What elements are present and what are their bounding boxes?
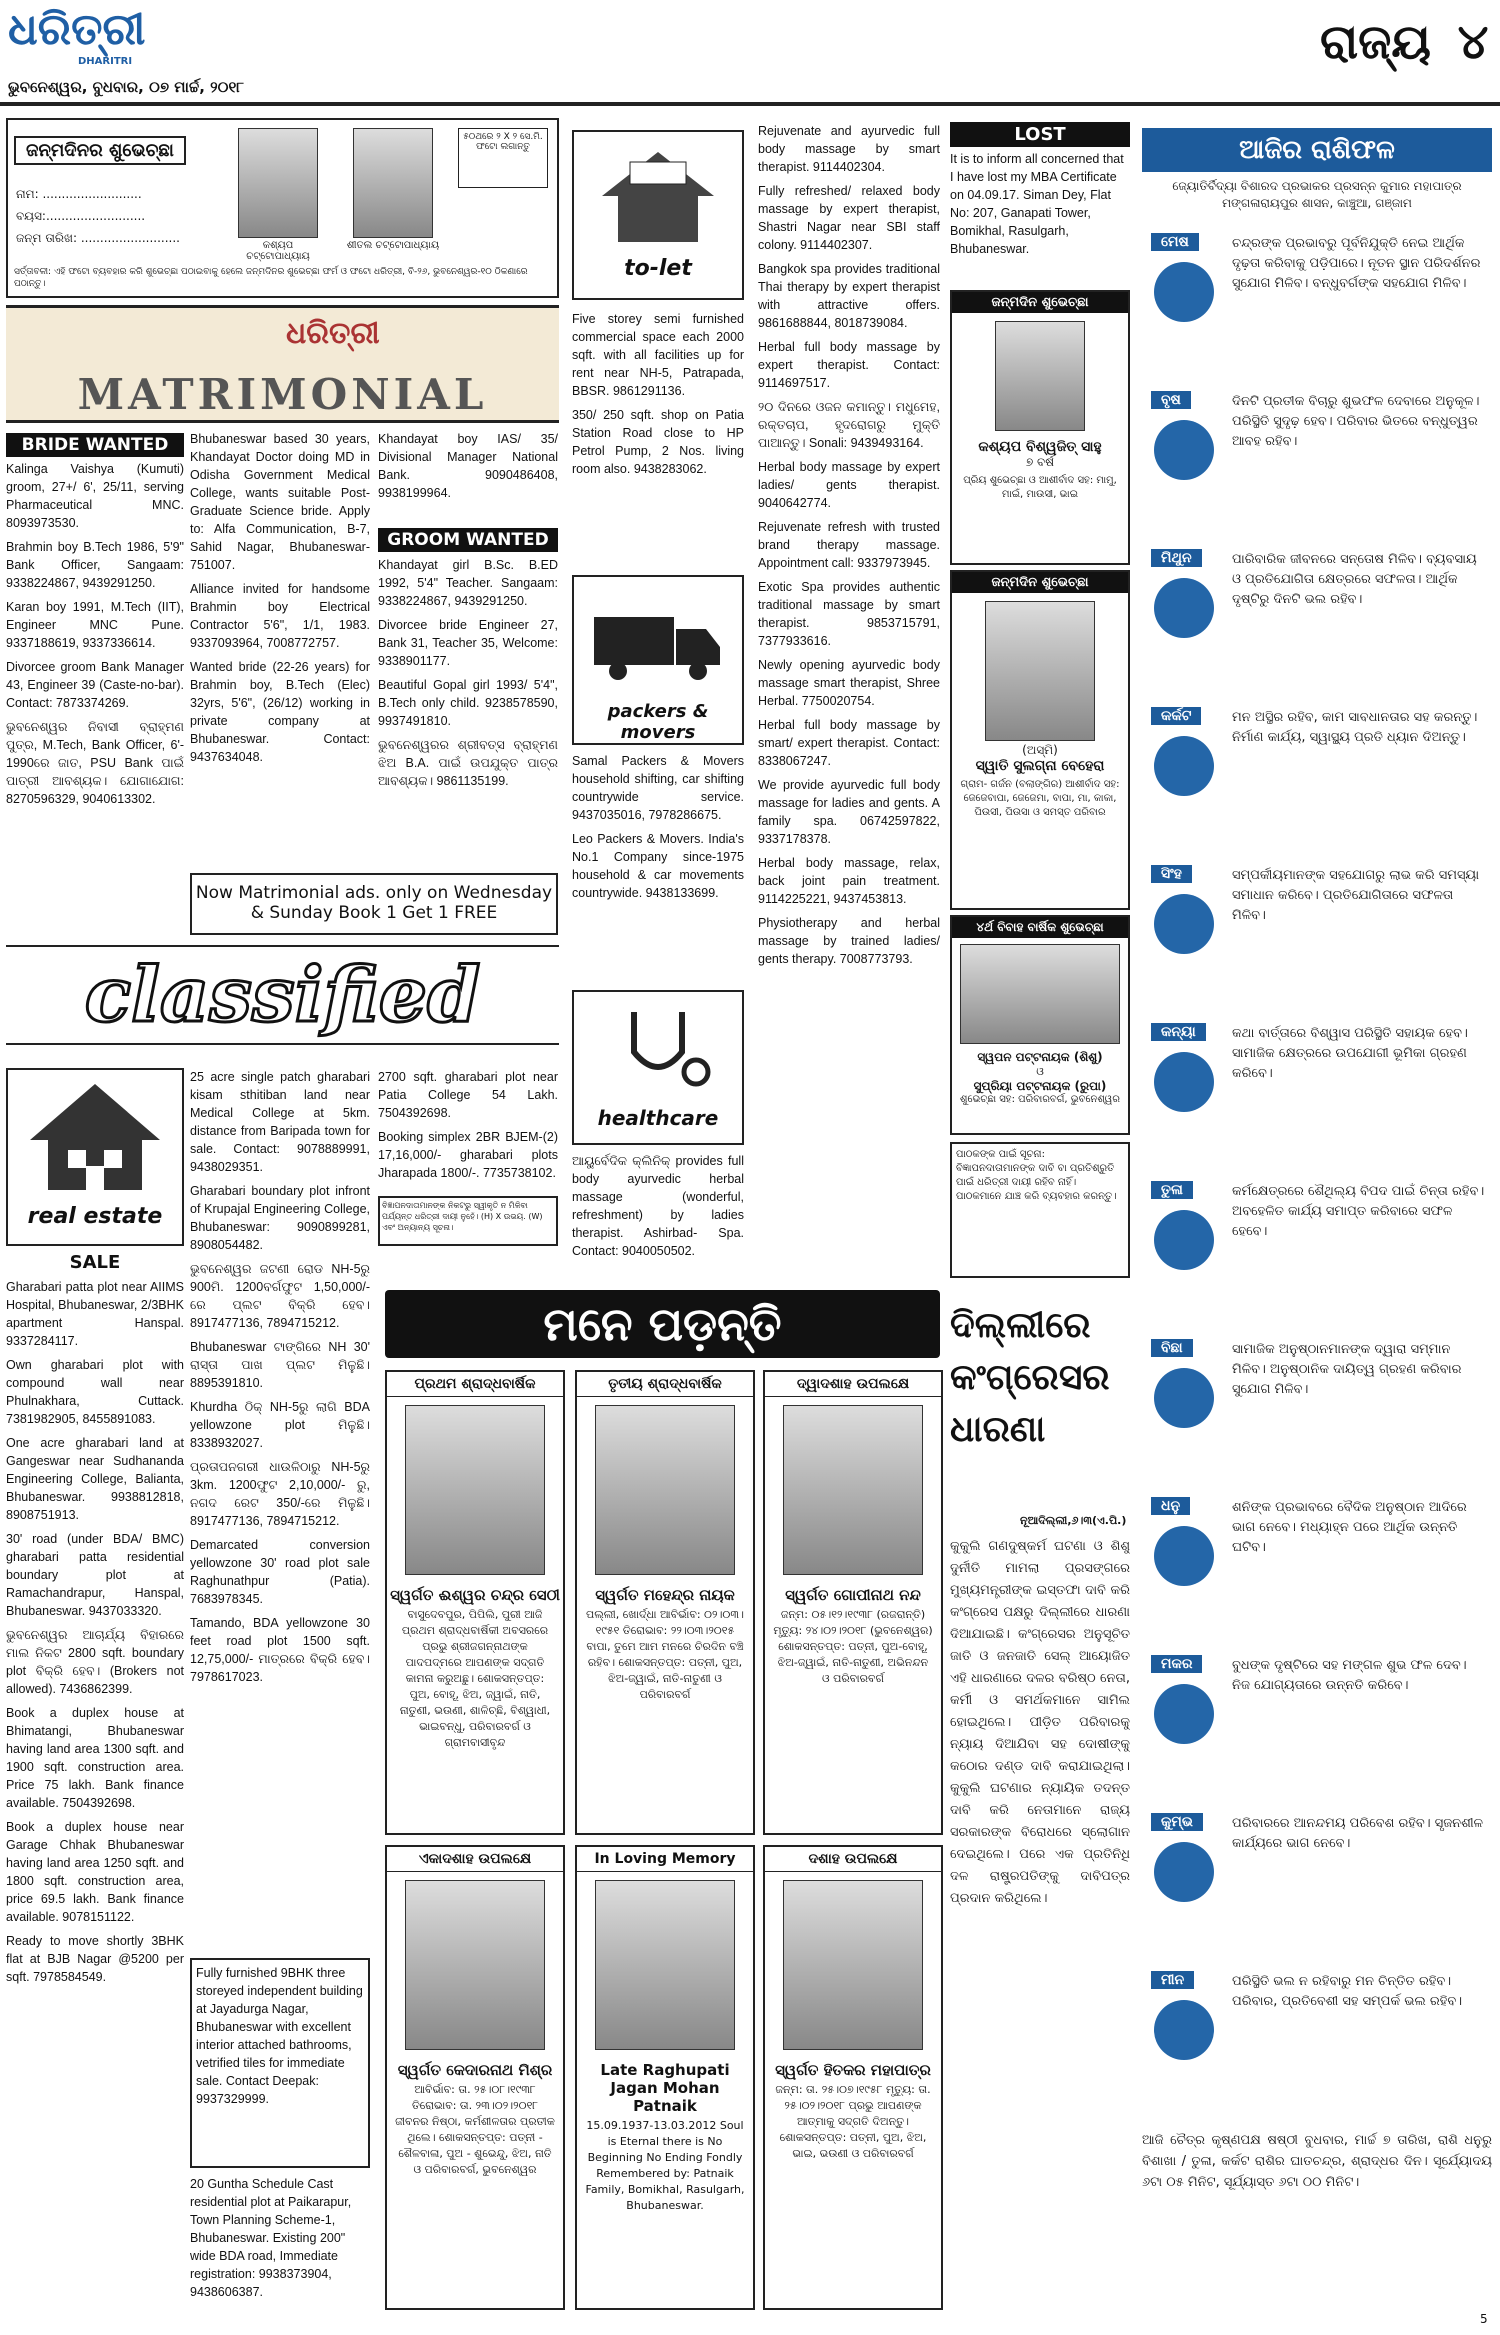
anniversary-name-1: ସ୍ୱପନ ପଟ୍ଟନାୟକ (ଶିଶୁ) — [977, 1050, 1103, 1064]
zodiac-icon — [1154, 1684, 1214, 1744]
rashi-row — [1140, 228, 1492, 384]
rashi-row — [1140, 1966, 1492, 2122]
rashifal-subtitle: ଜ୍ୟୋତିର୍ବିଦ୍ୟା ବିଶାରଦ ପ୍ରଭାକର ପ୍ରସନ୍ନ କୁମାର ମହାପାତ୍ର ମଙ୍ଗଳାରାୟପୁର ଶାସନ, କାଞ୍ଚୁଆ, ଗଞ୍ଜାମ — [1172, 179, 1462, 210]
rashi-text: ପରିସ୍ଥିତି ଭଲ ନ ରହିବାରୁ ମନ ଚିନ୍ତିତ ରହିବ। ପରିବାର, ପ୍ରତିବେଶୀ ସହ ସମ୍ପର୍କ ଭଲ ରହିବ। — [1232, 1974, 1463, 2009]
classified-ad: Khurdha ଠିକ୍ NH-5ରୁ ଲାଗି BDA yellowzone plot ମିଳୁଛି। 8338932027. — [190, 1400, 370, 1450]
memorial-photo — [783, 1880, 923, 2050]
memorial-name: ସ୍ୱର୍ଗତ ମହେନ୍ଦ୍ର ନାୟକ — [595, 1586, 735, 1604]
stethoscope-icon — [574, 992, 742, 1102]
classified-banner-text: classified — [84, 950, 481, 1039]
news-headline: ଦିଲ୍ଲୀରେ କଂଗ୍ରେସର ଧାରଣା — [950, 1305, 1110, 1450]
classified-ad: 350/ 250 sqft. shop on Patia Station Road close to HP Petrol Pump, 2 Nos. living room also. 9438283062. — [572, 408, 744, 476]
zodiac-icon — [1154, 1526, 1214, 1586]
matrimonial-banner-logo: ଧରିତ୍ରୀ — [286, 316, 380, 351]
rashi-name: କନ୍ୟା — [1150, 1022, 1207, 1042]
anniversary-text: ଶୁଭେଚ୍ଛା ସହ: ପରିବାରବର୍ଗ, ଭୁବନେଶ୍ୱର — [960, 1094, 1120, 1105]
tolet-label: to-let — [624, 256, 692, 281]
birthday-form — [6, 118, 559, 298]
classified-ad: Book a duplex house near Garage Chhak Bhubaneswar having land area 1250 sqft. and 1800 sqft. construction area, price 69.5 lakh. Bank finance available. 9078151122. — [6, 1820, 184, 1924]
form-photo-size: ୫୦ଥରେ ୨ X ୨ ସେ.ମି. ଫଟୋ ଲଗାନ୍ତୁ — [458, 128, 548, 188]
rashi-text: ସାମାଜିକ ଅନୁଷ୍ଠାନମାନଙ୍କ ଦ୍ୱାରା ସମ୍ମାନ ମିଳିବ। ଅନୁଷ୍ଠାନିକ ଦାୟିତ୍ୱ ଗ୍ରହଣ କରିବାର ସୁଯୋଗ ମିଳିବ। — [1232, 1342, 1462, 1397]
packers-label: packers & movers — [607, 701, 709, 743]
tolet-house-icon — [574, 132, 742, 252]
memorial-card-head: ଦଶାହ ଉପଲକ୍ଷେ — [765, 1847, 941, 1872]
matrimonial-col-2 — [190, 430, 370, 880]
matrimonial-col-3b — [378, 556, 558, 876]
rashi-text: ଚନ୍ଦ୍ରଙ୍କ ପ୍ରଭାବରୁ ପୂର୍ବନିଯୁକ୍ତି ନେଇ ଆର୍ଥିକ ଦୃଢ଼ତା କରିବାକୁ ପଡ଼ିପାରେ। ନୂତନ ସ୍ଥାନ ପରିଦର୍ଶନର ସୁଯୋଗ ମିଳିବ। ବନ୍ଧୁବର୍ଗଙ୍କ ସହଯୋଗ ମିଳିବ। — [1232, 236, 1481, 291]
news-body: କୁକୁଲି ଗଣଦୁଷ୍କର୍ମ ଘଟଣା ଓ ଶିଶୁ ଦୁର୍ନୀତି ମାମଲା ପ୍ରସଙ୍ଗରେ ମୁଖ୍ୟମନ୍ତ୍ରୀଙ୍କ ଇସ୍ତଫା ଦାବି କରି କଂଗ୍ରେସ ପକ୍ଷରୁ ଦିଲ୍ଲୀରେ ଧାରଣା ଦିଆଯାଇଛି। କଂଗ୍ରେସର ଅନୁସୂଚିତ ଜାତି ଓ ଜନଜାତି ସେଲ୍ ଆୟୋଜିତ ଏହି ଧାରଣାରେ ଦଳର ବରିଷ୍ଠ ନେତା, କର୍ମୀ ଓ ସମର୍ଥକମାନେ ସାମିଲ ହୋଇଥିଲେ। ପୀଡ଼ିତ ପରିବାରକୁ ନ୍ୟାୟ ଦିଆଯିବା ସହ ଦୋଷୀଙ୍କୁ କଠୋର ଦଣ୍ଡ ଦାବି କରାଯାଇଥିଲା। କୁକୁଲି ଘଟଣାର ନ୍ୟାୟିକ ତଦନ୍ତ ଦାବି କରି ନେତାମାନେ ରାଜ୍ୟ ସରକାରଙ୍କ ବିରୋଧରେ ସ୍ଲୋଗାନ ଦେଇଥିଲେ। ପରେ ଏକ ପ୍ରତିନିଧି ଦଳ ରାଷ୍ଟ୍ରପତିଙ୍କୁ ଦାବିପତ୍ର ପ୍ରଦାନ କରିଥିଲେ। — [950, 1539, 1130, 1906]
classified-ad: Khandayat girl B.Sc. B.ED 1992, 5'4" Teacher. Sangaam: 9338224867, 9439291250. — [378, 558, 558, 608]
logo-text: ଧରିତ୍ରୀ — [8, 4, 146, 55]
memorial-card-head: ଏକାଦଶାହ ଉପଲକ୍ଷେ — [387, 1847, 563, 1872]
classified-ad: Alliance invited for handsome Brahmin boy Electrical Contractor 5'6", 1/1, 1983. 9337093964, 7008772757. — [190, 582, 370, 650]
rashi-name: ବିଛା — [1150, 1338, 1194, 1358]
classified-ad: Fully refreshed/ relaxed body massage by expert therapist, Shastri Nagar near SBI staff colony. 9114402307. — [758, 184, 940, 252]
form-person-2: ଶୀତଲ ଚଟ୍ଟୋପାଧ୍ୟାୟ — [346, 240, 440, 251]
classified-ad: Rejuvenate refresh with trusted brand therapy massage. Appointment call: 9337973945. — [758, 520, 940, 570]
classified-ad: Rejuvenate and ayurvedic full body massage by smart therapist. 9114402304. — [758, 124, 940, 174]
rashi-row — [1140, 1176, 1492, 1332]
classified-ad: Divorcee groom Bank Manager 43, Engineer 39 (Caste-no-bar). Contact: 7873374269. — [6, 660, 184, 710]
birthday-card-2-name: ସ୍ୱାତି ସୁଲଗ୍ନା ବେହେରା — [975, 758, 1105, 774]
matrimonial-col-1 — [6, 460, 184, 940]
memorial-name: ସ୍ୱର୍ଗତ ଗୋପୀନାଥ ନନ୍ଦ — [785, 1586, 921, 1604]
zodiac-icon — [1154, 1842, 1214, 1902]
rashi-text: ସମ୍ପର୍କୀୟମାନଙ୍କ ସହଯୋଗରୁ ଲାଭ କରି ସମସ୍ୟା ସମାଧାନ କରିବେ। ପ୍ରତିଯୋଗିତାରେ ସଫଳତା ମିଳିବ। — [1232, 868, 1480, 923]
classified-ad: 25 acre single patch gharabari kisam sthitiban land near Medical College at 5km. distance from Baripada town for sale. Contact: 9078889991, 9438029351. — [190, 1070, 370, 1174]
matrimonial-banner-text: MATRIMONIAL — [77, 370, 488, 419]
massage-ads — [758, 122, 940, 1280]
birthday-card-2-tag: (ଅସ୍ମି) — [1022, 743, 1058, 757]
realestate-label: real estate — [27, 1204, 163, 1229]
classified-ad: ୨୦ ଦିନରେ ଓଜନ କମାନ୍ତୁ। ମଧୁମେହ, ରକ୍ତଚାପ, ହୃଦରୋଗରୁ ମୁକ୍ତି ପାଆନ୍ତୁ। Sonali: 9439493164. — [758, 400, 940, 450]
classified-ad: Newly opening ayurvedic body massage smart therapist, Shree Herbal. 7750020754. — [758, 658, 940, 708]
classified-ad: Khandayat boy IAS/ 35/ Divisional Manager National Bank. 9090486408, 9938199964. — [378, 432, 558, 500]
form-photo-1 — [238, 128, 318, 238]
rashi-row — [1140, 1492, 1492, 1648]
classified-ad: Wanted bride (22-26 years) for Brahmin boy, B.Tech (Elec) 32yrs, 5'6", (26/12) working in private company at Bhubaneswar. Contact: 9437634048. — [190, 660, 370, 764]
classified-ad: 30' road (under BDA/ BMC) gharabari patta residential boundary plot at Ramachandrapur, Hanspal, Bhubaneswar. 9437033320. — [6, 1532, 184, 1618]
classified-ad: Herbal body massage by expert ladies/ gents therapist. 9040642774. — [758, 460, 940, 510]
rashi-text: କଥା ବାର୍ତ୍ତାରେ ବିଶ୍ୱାସ ପରିସ୍ଥିତି ସହାୟକ ହେବ। ସାମାଜିକ କ୍ଷେତ୍ରରେ ଉପଯୋଗୀ ଭୂମିକା ଗ୍ରହଣ କରିବେ। — [1232, 1026, 1468, 1081]
zodiac-icon — [1154, 1210, 1214, 1270]
classified-banner — [6, 945, 559, 1045]
zodiac-icon — [1154, 894, 1214, 954]
birthday-card-1-text: ପ୍ରିୟ ଶୁଭେଚ୍ଛା ଓ ଆଶୀର୍ବାଦ ସହ: ମାମୁ, ମାଇଁ, ମାଉସୀ, ଭାଇ — [963, 475, 1117, 500]
masthead-logo — [8, 4, 238, 74]
zodiac-icon — [1154, 736, 1214, 796]
classified-ad: Bangkok spa provides traditional Thai therapy by expert therapist with attractive offers. 9861688844, 8018739084. — [758, 262, 940, 330]
memorial-card — [385, 1370, 565, 1835]
memorial-name: ସ୍ୱର୍ଗତ କେଦାରନାଥ ମିଶ୍ର — [397, 2061, 553, 2079]
section-title — [1320, 12, 1488, 72]
rashifal-footer: ଆଜି ଚୈତ୍ର କୃଷ୍ଣପକ୍ଷ ଷଷ୍ଠୀ ବୁଧବାର, ମାର୍ଚ୍ଚ ୭ ତାରିଖ, ରାଶି ଧନୁରୁ ବିଶାଖା / ତୁଳା, କର୍କଟ ରାଶିର ଘାତଚନ୍ଦ୍ର, ଶ୍ରାଦ୍ଧର ଦିନ। ସୂର୍ଯ୍ୟୋଦୟ ୬ଟା ୦୫ ମିନିଟ, ସୂର୍ଯ୍ୟାସ୍ତ ୬ଟା ୦୦ ମିନିଟ। — [1142, 2133, 1492, 2190]
classified-ad: Samal Packers & Movers household shifting, car shifting countrywide service. 9437035016, 7978286675. — [572, 754, 744, 822]
page-number: ୪ — [1457, 14, 1489, 70]
rashi-text: ପାରିବାରିକ ଜୀବନରେ ସନ୍ତୋଷ ମିଳିବ। ବ୍ୟବସାୟ ଓ ପ୍ରତିଯୋଗିତା କ୍ଷେତ୍ରରେ ସଫଳତା। ଆର୍ଥିକ ଦୃଷ୍ଟିରୁ ଦିନଟି ଭଲ ରହିବ। — [1232, 552, 1477, 607]
matrimonial-col-3a — [378, 430, 558, 530]
classified-ad: One acre gharabari land at Gangeswar near Sudhananda Engineering College, Balianta, Bhubaneswar. 9938812818, 8908751913. — [6, 1436, 184, 1522]
memorial-text: ଜନ୍ମ: ତା. ୨୫।୦୭।୧୯୫୮ ମୃତ୍ୟୁ: ତା. ୨୫।୦୨।୨୦୧୮ ପ୍ରଭୁ ଆପଣଙ୍କ ଆତ୍ମାକୁ ସଦ୍‌ଗତି ଦିଅନ୍ତୁ। ଶୋକସନ୍ତପ୍ତ: ପତ୍ନୀ, ପୁଅ, ଝିଅ, ଭାଇ, ଭଉଣୀ ଓ ପରିବାରବର୍ଗ — [775, 2083, 931, 2160]
mane-banner-text: ମନେ ପଡ଼ନ୍ତି — [543, 1297, 782, 1351]
guntha-plot-ad: 20 Guntha Schedule Cast residential plot at Paikarapur, Town Planning Scheme-1, Bhubaneswar. Existing 200" wide BDA road, Immediate registration: 9938373904, 9438606387. — [190, 2177, 352, 2299]
birthday-card-1-age: ୭ ବର୍ଷ — [1025, 455, 1055, 469]
classified-ad: Gharabari patta plot near AIIMS Hospital, Bhubaneswar, 2/3BHK apartment Hanspal. 9337284117. — [6, 1280, 184, 1348]
anniversary-name-2: ସୁପ୍ରିୟା ପଟ୍ଟନାୟକ (ରୁପା) — [973, 1079, 1107, 1093]
anniversary-photo — [960, 944, 1120, 1044]
rashi-row — [1140, 702, 1492, 858]
birthday-card-2-photo — [985, 601, 1095, 741]
form-age: ବୟସ:.......................... — [16, 209, 146, 223]
rashi-name: ମକର — [1150, 1654, 1203, 1674]
classified-ad: Herbal full body massage by expert therapist. Contact: 9114697517. — [758, 340, 940, 390]
page-folio: 5 — [1480, 2312, 1488, 2326]
truck-icon — [574, 577, 742, 697]
mane-banner — [385, 1290, 940, 1358]
realestate-col-1 — [6, 1278, 184, 2328]
rashi-row — [1140, 1334, 1492, 1490]
memorial-name: Late Raghupati Jagan Mohan Patnaik — [600, 2061, 730, 2115]
rashi-name: ବୃଷ — [1150, 390, 1192, 410]
section-name: ରାଜ୍ୟ — [1320, 14, 1431, 70]
birthday-card-1-name: କଶ୍ୟପ ବିଶ୍ୱଜିତ୍ ସାହୁ — [978, 439, 1102, 455]
classified-ad: Karan boy 1991, M.Tech (IIT), Engineer MNC Pune. 9337188619, 9337336614. — [6, 600, 184, 650]
rashi-text: କର୍ମକ୍ଷେତ୍ରରେ ଶୈଥିଲ୍ୟ ବିପଦ ପାଇଁ ଚିନ୍ତା ରହିବ। ଅବହେଳିତ କାର୍ଯ୍ୟ ସମାପ୍ତ କରିବାରେ ସଫଳ ହେବେ। — [1232, 1184, 1485, 1239]
birthday-card-2 — [950, 570, 1130, 910]
memorial-text: ଆବିର୍ଭାବ: ତା. ୨୫।୦୮।୧୯୩୮ ତିରୋଭାବ: ତା. ୨୩।୦୨।୨୦୧୮ ଜୀବନର ନିଷ୍ଠା, କର୍ମଶୀଳତାର ପ୍ରତୀକ ଥିଲେ। ଶୋକସନ୍ତପ୍ତ: ପତ୍ନୀ - ଶୈଳବାଳା, ପୁଅ - ଶୁଭେନ୍ଦୁ, ଝିଅ, ନାତି ଓ ପରିବାରବର୍ଗ, ଭୁବନେଶ୍ୱର — [395, 2083, 555, 2176]
packers-ads — [572, 752, 744, 982]
memorial-text: ଜନ୍ମ: ୦୫।୧୨।୧୯୩୮ (ରଜରାନ୍ତି) ମୃତ୍ୟୁ: ୨୪।୦୨।୨୦୧୮ (ଭୁବନେଶ୍ୱର) ଶୋକସନ୍ତପ୍ତ: ପତ୍ନୀ, ପୁଅ-ବୋହୂ, ଝିଅ-ଜ୍ୱାଇଁ, ନାତି-ନାତୁଣୀ, ଅଭିନନ୍ଦନ ଓ ପରିବାରବର୍ଗ — [773, 1608, 933, 1685]
form-photo-2 — [353, 128, 433, 238]
memorial-text: ବାସୁଦେବପୁର, ପିପିଲି, ପୁରୀ ଆଜି ପ୍ରଥମ ଶ୍ରାଦ୍ଧବାର୍ଷିକୀ ଅବସରରେ ପ୍ରଭୁ ଶ୍ରୀଜଗନ୍ନାଥଙ୍କ ପାଦପଦ୍ମରେ ଆପଣଙ୍କ ସଦ୍‌ଗତି କାମନା କରୁଅଛୁ। ଶୋକସନ୍ତପ୍ତ: ପୁଅ, ବୋହୂ, ଝିଅ, ଜ୍ୱାଇଁ, ନାତି, ନାତୁଣୀ, ଭଉଣୀ, ଶାଳିଚ୍ଛି, ବିଶ୍ୱାଧୀ, ଭାଇବନ୍ଧୁ, ପରିବାରବର୍ଗ ଓ ଗ୍ରାମବାସୀବୃନ୍ଦ — [399, 1608, 551, 1749]
memorial-photo — [405, 1880, 545, 2050]
memorial-text: 15.09.1937-13.03.2012 Soul is Eternal there is No Beginning No Ending Fondly Remembered by: Patnaik Family, Bomikhal, Rasulgarh, Bhubaneswar. — [585, 2119, 745, 2212]
memorial-card-head: In Loving Memory — [577, 1847, 753, 1872]
classified-ad: Beautiful Gopal girl 1993/ 5'4", B.Tech only child. 9238578590, 9937491810. — [378, 678, 558, 728]
memorial-card — [575, 1370, 755, 1835]
classified-ad: Bhubaneswar based 30 years, Khandayat Doctor doing MD in Odisha Government Medical College, wants suitable Post-Graduate Science bride. Apply to: Alfa Communication, B-7, Sahid Nagar, Bhubaneswar-751007. — [190, 432, 370, 572]
rashi-text: ବୁଧଙ୍କ ଦୃଷ୍ଟିରେ ସହ ମଙ୍ଗଳ ଶୁଭ ଫଳ ଦେବ। ନିଜ ଯୋଗ୍ୟତାରେ ଉନ୍ନତି କରିବେ। — [1232, 1658, 1467, 1693]
rashi-row — [1140, 1650, 1492, 1806]
birthday-card-2-title: ଜନ୍ମଦିନ ଶୁଭେଚ୍ଛା — [952, 572, 1128, 593]
rashi-name: ତୁଳା — [1150, 1180, 1194, 1200]
classified-ad: Demarcated conversion yellowzone 30' road plot sale Raghunathpur (Patia). 7683978345. — [190, 1538, 370, 1606]
memorial-photo — [595, 1880, 735, 2050]
rashi-text: ଶନିଙ୍କ ପ୍ରଭାବରେ ବୈଦିକ ଅନୁଷ୍ଠାନ ଆଦିରେ ଭାଗ ନେବେ। ମଧ୍ୟାହ୍ନ ପରେ ଆର୍ଥିକ ଉନ୍ନତି ଘଟିବ। — [1232, 1500, 1467, 1555]
memorial-name: ସ୍ୱର୍ଗତ ଈଶ୍ୱର ଚନ୍ଦ୍ର ସେଠୀ — [390, 1586, 560, 1604]
matrimonial-notice: Now Matrimonial ads. only on Wednesday & Sunday Book 1 Get 1 FREE — [190, 873, 558, 935]
rashi-row — [1140, 544, 1492, 700]
healthcare-label: healthcare — [597, 1106, 719, 1130]
classified-ad: Leo Packers & Movers. India's No.1 Company since-1975 household & car movements countrywide. 9438133699. — [572, 832, 744, 900]
memorial-card-head: ତୃତୀୟ ଶ୍ରାଦ୍ଧବାର୍ଷିକ — [577, 1372, 753, 1397]
masthead-rule — [0, 102, 1500, 106]
classified-ad: ଭୁବନେଶ୍ୱର ଆଚାର୍ଯ୍ୟ ବିହାରରେ ମାଲ ନିକଟ 2800 sqft. boundary plot ବିକ୍ରି ହେବ। (Brokers not allowed). 7436862399. — [6, 1628, 184, 1696]
classified-ad: ଭୁବନେଶ୍ୱର ନିବାସୀ ବ୍ରାହ୍ମଣ ପୁତ୍ର, M.Tech, Bank Officer, 6'- 1990ରେ ଜାତ, PSU Bank ପାଇଁ ପାତ୍ରୀ ଆବଶ୍ୟକ। ଯୋଗାଯୋଗ: 8270596329, 9040613302. — [6, 720, 184, 806]
anniversary-title: ୪ର୍ଥ ବିବାହ ବାର୍ଷିକ ଶୁଭେଚ୍ଛା — [952, 917, 1128, 938]
classified-ad: Own gharabari plot with compound wall near Phulnakhara, Cuttack. 7381982905, 8455891083. — [6, 1358, 184, 1426]
memorial-card — [763, 1370, 943, 1835]
rashi-row — [1140, 860, 1492, 1016]
form-note: ସର୍ତ୍ତାବଳୀ: ଏହି ଫଟୋ ବ୍ୟବହାର କରି ଶୁଭେଚ୍ଛା ପଠାଇବାକୁ ହେଲେ ଜନ୍ମଦିନର ଶୁଭେଚ୍ଛା ଫର୍ମ ଓ ଫଟୋ ଧରିତ୍ରୀ, ବି-୨୬, ଭୁବନେଶ୍ୱର-୧୦ ଠିକଣାରେ ପଠାନ୍ତୁ। — [14, 267, 528, 289]
rashi-row — [1140, 1808, 1492, 1964]
logo-sub: DHARITRI — [78, 56, 133, 67]
zodiac-icon — [1154, 1368, 1214, 1428]
rashi-text: ମନ ଅସ୍ଥିର ରହିବ, କାମ ସାବଧାନତାର ସହ କରନ୍ତୁ। ନିର୍ମାଣ କାର୍ଯ୍ୟ, ସ୍ୱାସ୍ଥ୍ୟ ପ୍ରତି ଧ୍ୟାନ ଦିଅନ୍ତୁ। — [1232, 710, 1478, 745]
memorial-text: ପଲ୍ଲୀ, ଖୋର୍ଦ୍ଧା ଆବିର୍ଭାବ: ୦୨।୦୩।୧୯୫୧ ତିରୋଭାବ: ୨୨।୦୩।୨୦୧୫ ବାପା, ତୁମେ ଆମ ମନରେ ଚିରଦିନ ବଞ୍ଚି ରହିବ। ଶୋକସନ୍ତପ୍ତ: ପତ୍ନୀ, ପୁଅ, ଝିଅ-ଜ୍ୱାଇଁ, ନାତି-ନାତୁଣୀ ଓ ପରିବାରବର୍ଗ — [586, 1608, 744, 1701]
classified-ad: ଆୟୁର୍ବେଦିକ କ୍ଲିନିକ୍ provides full body ayurvedic herbal massage (wonderful, refreshment) by ladies therapist. Ashirbad- Spa. Contact: 9040050502. — [572, 1154, 744, 1258]
rashi-text: ଦିନଟି ପ୍ରତୀକ ବିଚାରୁ ଶୁଭଫଳ ଦେବାରେ ଅନୁକୂଳ। ପରିସ୍ଥିତି ସୁଦୃଢ଼ ହେବ। ପରିବାର ଭିତରେ ବନ୍ଧୁତ୍ୱର ଆବହ ରହିବ। — [1232, 394, 1480, 449]
classified-ad: Herbal full body massage by smart/ expert therapist. Contact: 8338067247. — [758, 718, 940, 768]
classified-ad: Tamando, BDA yellowzone 30 feet road plot 1500 sqft. 12,75,000/- ମାତ୍ରରେ ବିକ୍ରି ହେବ। 7978617023. — [190, 1616, 370, 1684]
classified-ad: Herbal body massage, relax, back joint pain treatment. 9114225221, 9437453813. — [758, 856, 940, 906]
rashifal-title: ଆଜିର ରାଶିଫଳ — [1142, 128, 1492, 172]
birthday-form-title: ଜନ୍ମଦିନର ଶୁଭେଚ୍ଛା — [14, 136, 186, 165]
anniversary-card — [950, 915, 1130, 1135]
fully-furnished-ad: Fully furnished 9BHK three storeyed independent building at Jayadurga Nagar, Bhubaneswar with excellent interior attached bathrooms, vetrified tiles for immediate sale. Contact Deepak: 9937329999. — [190, 1958, 370, 2168]
tolet-ads — [572, 310, 744, 570]
memorial-card — [575, 1845, 755, 2310]
rashi-name: ମେଷ — [1150, 232, 1200, 252]
classified-ad: Divorcee bride Engineer 27, Bank 31, Teacher 35, Welcome: 9338901177. — [378, 618, 558, 668]
reader-notice: ପାଠକଙ୍କ ପାଇଁ ସୂଚନା: ବିଜ୍ଞାପନଦାତାମାନଙ୍କ ଦାବି ବା ପ୍ରତିଶ୍ରୁତି ପାଇଁ ଧରିତ୍ରୀ ଦାୟୀ ରହିବ ନାହିଁ। ପାଠକମାନେ ଯାଞ୍ଚ କରି ବ୍ୟବହାର କରନ୍ତୁ। — [950, 1142, 1130, 1278]
classified-ad: Bhubaneswar ଟାଙ୍ଗିରେ NH 30' ରାସ୍ତା ପାଖ ପ୍ଲଟ ମିଳୁଛି। 8895391810. — [190, 1340, 370, 1390]
rashi-text: ପରିବାରରେ ଆନନ୍ଦମୟ ପରିବେଶ ରହିବ। ସୃଜନଶୀଳ କାର୍ଯ୍ୟରେ ଭାଗ ନେବେ। — [1232, 1816, 1484, 1851]
tolet-logo — [572, 130, 744, 300]
memorial-card-head: ଦ୍ୱାଦଶାହ ଉପଲକ୍ଷେ — [765, 1372, 941, 1397]
form-person-1: କଶ୍ୟପ ଚଟ୍ଟୋପାଧ୍ୟାୟ — [246, 240, 310, 262]
zodiac-icon — [1154, 420, 1214, 480]
birthday-card-2-text: ଗ୍ରାମ- ଗର୍ଜନ (ବଲାଙ୍ଗିର) ଆଶୀର୍ବାଦ ସହ: ଜେଜେବାପା, ଜେଜେମା, ବାପା, ମା, କାକା, ପିଉସୀ, ପିଉସା ଓ ସମସ୍ତ ପରିବାର — [960, 779, 1120, 818]
groom-wanted-head: GROOM WANTED — [378, 528, 558, 552]
classified-ad: Exotic Spa provides authentic traditional massage by smart therapist. 9853715791, 7377933616. — [758, 580, 940, 648]
classified-ad: Kalinga Vaishya (Kumuti) groom, 27+/ 6', 25/11, serving Pharmaceutical MNC. 8093973530. — [6, 462, 184, 530]
memorial-name: ସ୍ୱର୍ଗତ ହିତକର ମହାପାତ୍ର — [775, 2061, 931, 2079]
classified-ad: Ready to move shortly 3BHK flat at BJB Nagar @5200 per sqft. 7978584549. — [6, 1934, 184, 1984]
form-dob: ଜନ୍ମ ତାରିଖ: .......................... — [16, 231, 180, 245]
classified-ad: Book a duplex house at Bhimatangi, Bhubaneswar having land area 1300 sqft. and 1900 sqft. construction area. Price 75 lakh. Bank finance available. 7504392698. — [6, 1706, 184, 1810]
birthday-card-1 — [950, 290, 1130, 565]
matrimonial-banner — [6, 305, 559, 423]
classified-ad: ଭୁବନେଶ୍ୱରର ଶ୍ରୀବତ୍ସ ବ୍ରାହ୍ମଣ ଝିଅ B.A. ପାଇଁ ଉପଯୁକ୍ତ ପାତ୍ର ଆବଶ୍ୟକ। 9861135199. — [378, 738, 558, 788]
healthcare-ads — [572, 1152, 744, 1282]
zodiac-icon — [1154, 1052, 1214, 1112]
classified-ad: ଭୁବନେଶ୍ୱର ଜଟଣୀ ରୋଡ NH-5ରୁ 900ମି. 1200ବର୍ଗଫୁଟ 1,50,000/- ରେ ପ୍ଲଟ ବିକ୍ରି ହେବ। 8917477136, 7894715212. — [190, 1262, 370, 1330]
sale-head: SALE — [69, 1252, 121, 1273]
lost-title: LOST — [950, 122, 1130, 147]
classified-ad: 2700 sqft. gharabari plot near Patia College 54 Lakh. 7504392698. — [378, 1070, 558, 1120]
realestate-col-3 — [378, 1068, 558, 1198]
rashi-name: କୁମ୍ଭ — [1150, 1812, 1204, 1832]
classified-ad: Gharabari boundary plot infront of Krupajal Engineering College, Bhubaneswar: 9090899281, 8908054482. — [190, 1184, 370, 1252]
classified-ad: Booking simplex 2BR BJEM-(2) 17,16,000/- gharabari plots Jharapada 1800/-. 7735738102. — [378, 1130, 558, 1180]
memorial-card — [763, 1845, 943, 2310]
memorial-photo — [405, 1405, 545, 1575]
zodiac-icon — [1154, 262, 1214, 322]
rashi-name: ସିଂହ — [1150, 864, 1193, 884]
memorial-card — [385, 1845, 565, 2310]
rashi-row — [1140, 386, 1492, 542]
classified-ad: Brahmin boy B.Tech 1986, 5'9" Bank Officer, Sangaam: 9338224867, 9439291250. — [6, 540, 184, 590]
classified-ad: We provide ayurvedic full body massage for ladies and gents. A family spa. 06742597822, 9337178378. — [758, 778, 940, 846]
memorial-card-head: ପ୍ରଥମ ଶ୍ରାଦ୍ଧବାର୍ଷିକ — [387, 1372, 563, 1397]
memorial-photo — [783, 1405, 923, 1575]
dateline: ଭୁବନେଶ୍ୱର, ବୁଧବାର, ୦୭ ମାର୍ଚ୍ଚ, ୨୦୧୮ — [8, 78, 245, 96]
packers-logo — [572, 575, 744, 745]
lost-text: It is to inform all concerned that I have lost my MBA Certificate on 04.09.17. Siman Dey, Flat No: 207, Ganapati Tower, Bomikhal, Rasulgarh, Bhubaneswar. — [950, 152, 1124, 256]
form-name: ନାମ: .......................... — [16, 187, 142, 201]
anniversary-and: ଓ — [1036, 1065, 1044, 1078]
rashi-name: କର୍କଟ — [1150, 706, 1202, 726]
zodiac-icon — [1154, 2000, 1214, 2060]
rashi-name: ମିଥୁନ — [1150, 548, 1203, 568]
news-dateline: ନୂଆଦିଲ୍ଲୀ,୬।୩(ଏ.ପି.) — [1020, 1514, 1127, 1527]
realestate-notice: ବିଜ୍ଞାପନଦାତାମାନଙ୍କ ନିକଟରୁ ସ୍ୱୀକୃତି ନ ମିଳିବା ପର୍ଯ୍ୟନ୍ତ ଧରିତ୍ରୀ ଦାୟୀ ନୁହେଁ। (H) X ଉଭୟ. (W) ଏବଂ ଅନ୍ୟାନ୍ୟ ସୂଚନା। — [378, 1196, 558, 1246]
classified-ad: Five storey semi furnished commercial space each 2000 sqft. with all facilities up for rent near NH-5, Patrapada, BBSR. 9861291136. — [572, 312, 744, 398]
healthcare-logo — [572, 990, 744, 1145]
birthday-card-1-title: ଜନ୍ମଦିନ ଶୁଭେଚ୍ଛା — [952, 292, 1128, 313]
realestate-logo — [6, 1068, 184, 1246]
house-icon — [8, 1070, 182, 1200]
memorial-photo — [595, 1405, 735, 1575]
zodiac-icon — [1154, 578, 1214, 638]
classified-ad: ପ୍ରତାପନଗରୀ ଧାଉଳିଠାରୁ NH-5ରୁ 3km. 1200ଫୁଟ 2,10,000/- ରୁ, ନଗଦ ରେଟ 350/-ରେ ମିଳୁଛି। 8917477136, 7894715212. — [190, 1460, 370, 1528]
classified-ad: Physiotherapy and herbal massage by trained ladies/ gents therapy. 7008773793. — [758, 916, 940, 966]
rashi-row — [1140, 1018, 1492, 1174]
rashi-name: ମୀନ — [1150, 1970, 1195, 1990]
bride-wanted-head: BRIDE WANTED — [6, 433, 184, 457]
realestate-col-2 — [190, 1068, 370, 1948]
birthday-card-1-photo — [995, 321, 1085, 431]
rashi-name: ଧନୁ — [1150, 1496, 1191, 1516]
